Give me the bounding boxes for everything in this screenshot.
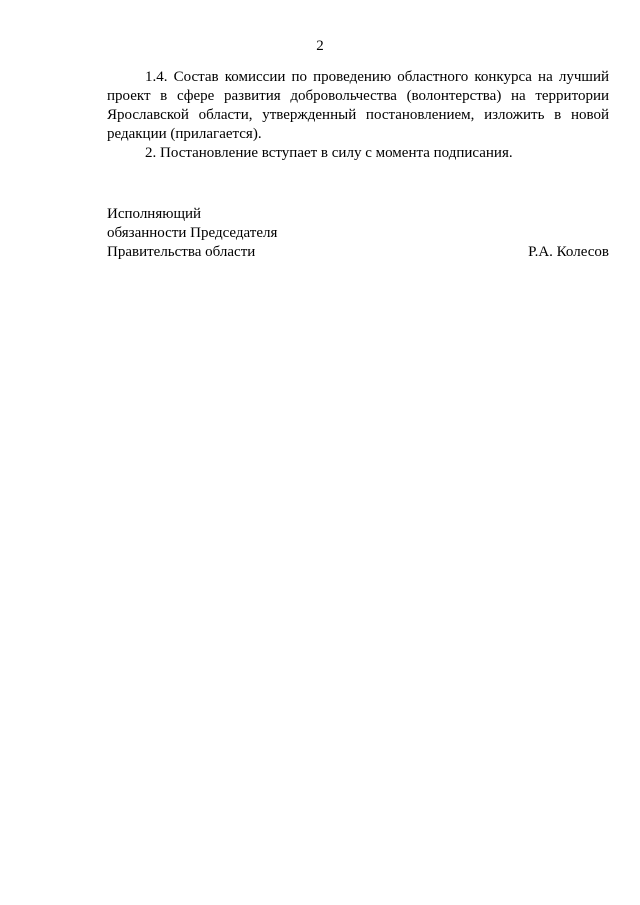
signature-title-line-2: обязанности Председателя [107, 225, 278, 241]
signature-final-line [107, 243, 609, 262]
signature-title-line-3: Правительства области [107, 244, 256, 260]
signature-title-line-1: Исполняющий [107, 206, 202, 222]
paragraph-2: 2. Постановление вступает в силу с момента подписания. [145, 145, 513, 161]
paragraph-1-4: 1.4. Состав комиссии по проведению областного конкурса на лучший проект в сфере развития добровольчества (волонтерства) на территории Ярославской области, утвержденный постановлением, изложить в новой редакции (прилагается). [107, 69, 609, 142]
signatory-name: Р.А. Колесов [528, 244, 609, 260]
document-body [107, 68, 609, 163]
page-number: 2 [316, 38, 324, 54]
signature-block [107, 205, 609, 262]
